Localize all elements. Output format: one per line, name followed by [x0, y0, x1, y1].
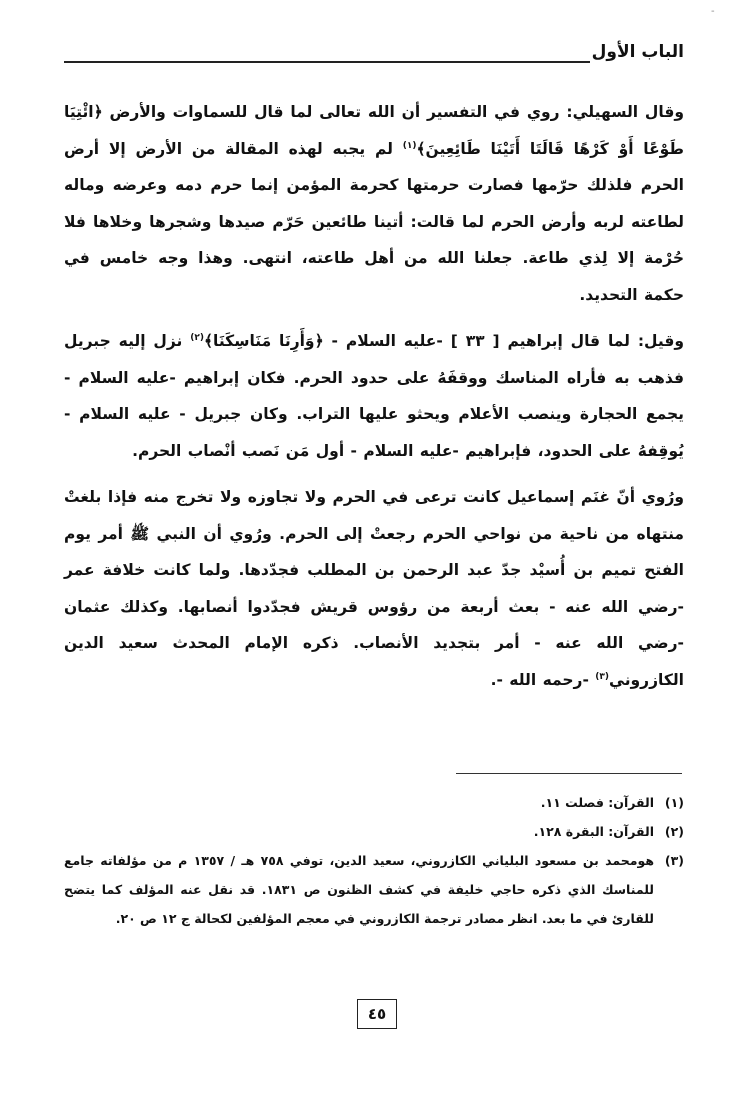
- chapter-header: [64, 42, 684, 72]
- paragraph-3: [64, 479, 684, 698]
- paragraph-1: [64, 94, 684, 313]
- paragraph-2-text: وقيل: لما قال إبراهيم [ ٣٣ ] -عليه السلام - ﴿وَأَرِنَا مَنَاسِكَنَا﴾: [203, 332, 684, 350]
- header-rule: [64, 61, 590, 63]
- footnote-2: [64, 817, 684, 846]
- footnote-text: هومحمد بن مسعود البلياني الكازروني، سعيد الدين، توفي ٧٥٨ هـ / ١٣٥٧ م من مؤلفاته جامع للمناسك الذي ذكره حاجي خليفة في كشف الظنون ص ١٨٣١. قد نقل عنه المؤلف كما يتضح للقارئ في ما بعد. انظر مصادر ترجمة الكازروني في معجم المؤلفين لكحالة ج ١٢ ص ٢٠.: [64, 853, 655, 926]
- footnote-ref-1[interactable]: (١): [402, 140, 417, 151]
- footnote-separator: [456, 773, 682, 774]
- corner-mark: -: [711, 6, 715, 17]
- main-text: [64, 94, 684, 698]
- footnote-number: (٣): [664, 853, 684, 868]
- footnote-ref-2[interactable]: (٢): [190, 332, 204, 343]
- paragraph-3-text-cont: -رحمه الله -.: [490, 670, 596, 689]
- footnote-number: (١): [664, 795, 684, 810]
- footnote-1: [64, 788, 684, 817]
- paragraph-1-text: وقال السهيلي: روي في التفسير أن الله تعالى لما قال للسماوات والأرض ﴿ائْتِيَا طَوْعًا أَوْ كَرْهًا قَالَتَا أَتَيْنَا طَائِعِينَ﴾: [64, 103, 684, 158]
- page-number: ٤٥: [357, 999, 397, 1029]
- paragraph-2-text-cont: نزل إليه جبريل فذهب به فأراه المناسك ووقفَهُ على حدود الحرم. فكان إبراهيم -عليه السلام - يجمع الحجارة وينصب الأعلام ويحثو عليها التراب. وكان جبريل - عليه السلام - يُوقِفهُ على الحدود، فإبراهيم -عليه السلام - أول مَن نَصب أنْصاب الحرم.: [64, 332, 684, 460]
- paragraph-1-text-cont: لم يجبه لهذه المقالة من الأرض إلا أرض الحرم فلذلك حرّمها فصارت حرمتها كحرمة المؤمن إنما حرم دمه وعرضه وماله لطاعته لربه وأرض الحرم لما قالت: أتينا طائعين حَرّم صيدها وشجرها وخلاها فلا حُرْمة إلا لِذي طاعة. جعلنا الله من أهل طاعته، انتهى. وهذا وجه خامس في حكمة التحديد.: [64, 139, 684, 304]
- footnote-3: [64, 846, 684, 933]
- footnote-number: (٢): [664, 824, 684, 839]
- footnotes: [64, 788, 684, 933]
- footnote-text: القرآن: البقرة ١٢٨.: [533, 824, 654, 839]
- paragraph-2: [64, 323, 684, 469]
- footnote-ref-3[interactable]: (٣): [595, 671, 610, 682]
- paragraph-3-text: ورُوي أنّ غنَم إسماعيل كانت ترعى في الحرم ولا تجاوزه ولا تخرج منه فإذا بلغتْ منتهاه من ناحية من نواحي الحرم رجعتْ إلى الحرم. ورُوي أن النبي ﷺ أمر يوم الفتح تميم بن أُسيْد جدّ عبد الرحمن بن المطلب فجدّدها. ولما كانت خلافة عمر -رضي الله عنه - بعث أربعة من رؤوس قريش فجدّدوا أنصابها. وكذلك عثمان -رضي الله عنه - أمر بتجديد الأنصاب. ذكره الإمام المحدث سعيد الدين الكازروني: [64, 488, 684, 689]
- footnote-text: القرآن: فصلت ١١.: [540, 795, 654, 810]
- chapter-title: الباب الأول: [591, 42, 684, 62]
